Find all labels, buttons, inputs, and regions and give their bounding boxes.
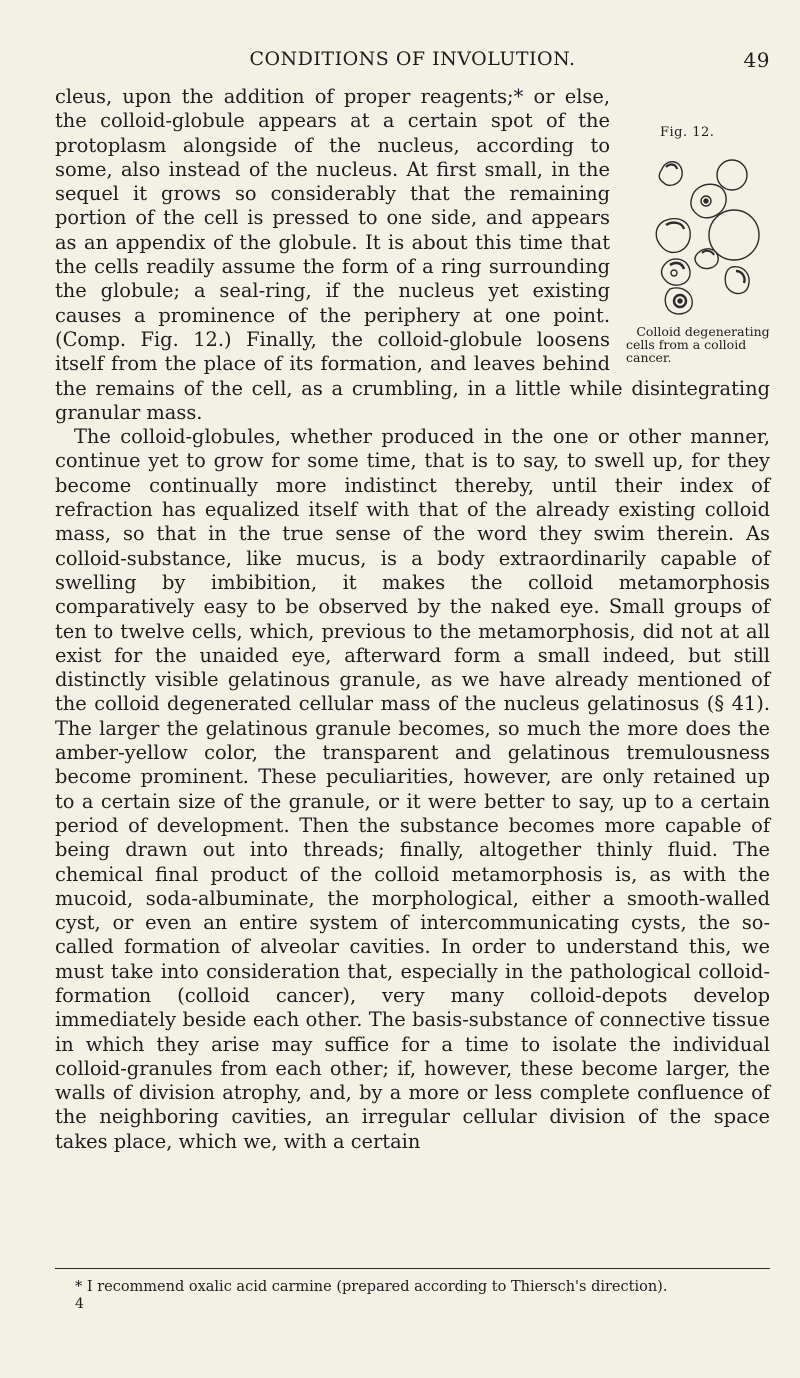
caption-line-1: Colloid degenerating [636, 324, 770, 340]
paragraph-1: cleus, upon the addition of proper reagents;* or else, the colloid-globule appears at a certain spot of the protoplasm alongside of the nucleus, according to some, also instead of the nucleus. At first small, in the sequel it grows so considerably that the remaining portion of the cell is pressed to one side, and appears as an appendix of the globule. It is about this time that the cells readily assume the form of a ring surrounding the globule; a seal-ring, if the nucleus yet existing causes a prominence of the periphery at one point. (Comp. Fig. 12.) Finally, the colloid-globule loosens itself from the place of its formation, and leaves behind the remains of the cell, as a crumbling, in a little while disintegrating granular mass. [55, 85, 770, 424]
paragraph-2: The colloid-globules, whether produced in the one or other manner, continue yet to grow for some time, that is to say, to swell up, for they become continually more indistinct thereby, until their index of refraction has equalized itself with that of the already existing colloid mass, so that in the true sense of the word they swim therein. As colloid-substance, like mucus, is a body extraordinarily capable of swelling by imbibition, it makes the colloid metamorphosis comparatively easy to be observed by the naked eye. Small groups of ten to twelve cells, which, previous to the metamorphosis, did not at all exist for the unaided eye, afterward form a small indeed, but still distinctly visible gelatinous granule, as we have already mentioned of the colloid degenerated cellular mass of the nucleus gelatinosus (§ 41). The larger the gelatinous granule becomes, so much the more does the amber-yellow color, the transparent and gelatinous tremulousness become prominent. These peculiarities, however, are only retained up to a certain size of the granule, or it were better to say, up to a certain period of development. Then the substance becomes more capable of being drawn out into threads; finally, altogether thinly fluid. The chemical final product of the colloid metamorphosis is, as with the mucoid, soda-albuminate, the morphological, either a smooth-walled cyst, or even an entire system of intercommunicating cysts, the so-called formation of alveolar cavities. In order to understand this, we must take into consideration that, especially in the pathological colloid-formation (colloid cancer), very many colloid-depots develop immediately beside each other. The basis-substance of connective tissue in which they arise may suffice for a time to isolate the individual colloid-granules from each other; if, however, these become larger, the walls of division atrophy, and, by a more or less complete confluence of the neighboring cavities, an irregular cellular division of the space takes place, which we, with a certain [55, 425, 770, 1153]
colloid-globule [717, 160, 747, 190]
footnote-rule [55, 1268, 770, 1269]
figure-label: Fig. 12. [660, 125, 715, 140]
caption-line-2: cells from a colloid cancer. [626, 337, 747, 366]
signature-mark: 4 [75, 1296, 84, 1312]
header-title: CONDITIONS OF INVOLUTION. [249, 48, 576, 70]
footnote: * I recommend oxalic acid carmine (prepared according to Thiersch's direction). [75, 1279, 668, 1295]
running-header [55, 48, 770, 78]
body-text [55, 85, 770, 1154]
page-number: 49 [743, 48, 770, 72]
figure-12 [620, 85, 780, 376]
figure-caption [620, 325, 780, 364]
colloid-cells-illustration [640, 149, 760, 317]
